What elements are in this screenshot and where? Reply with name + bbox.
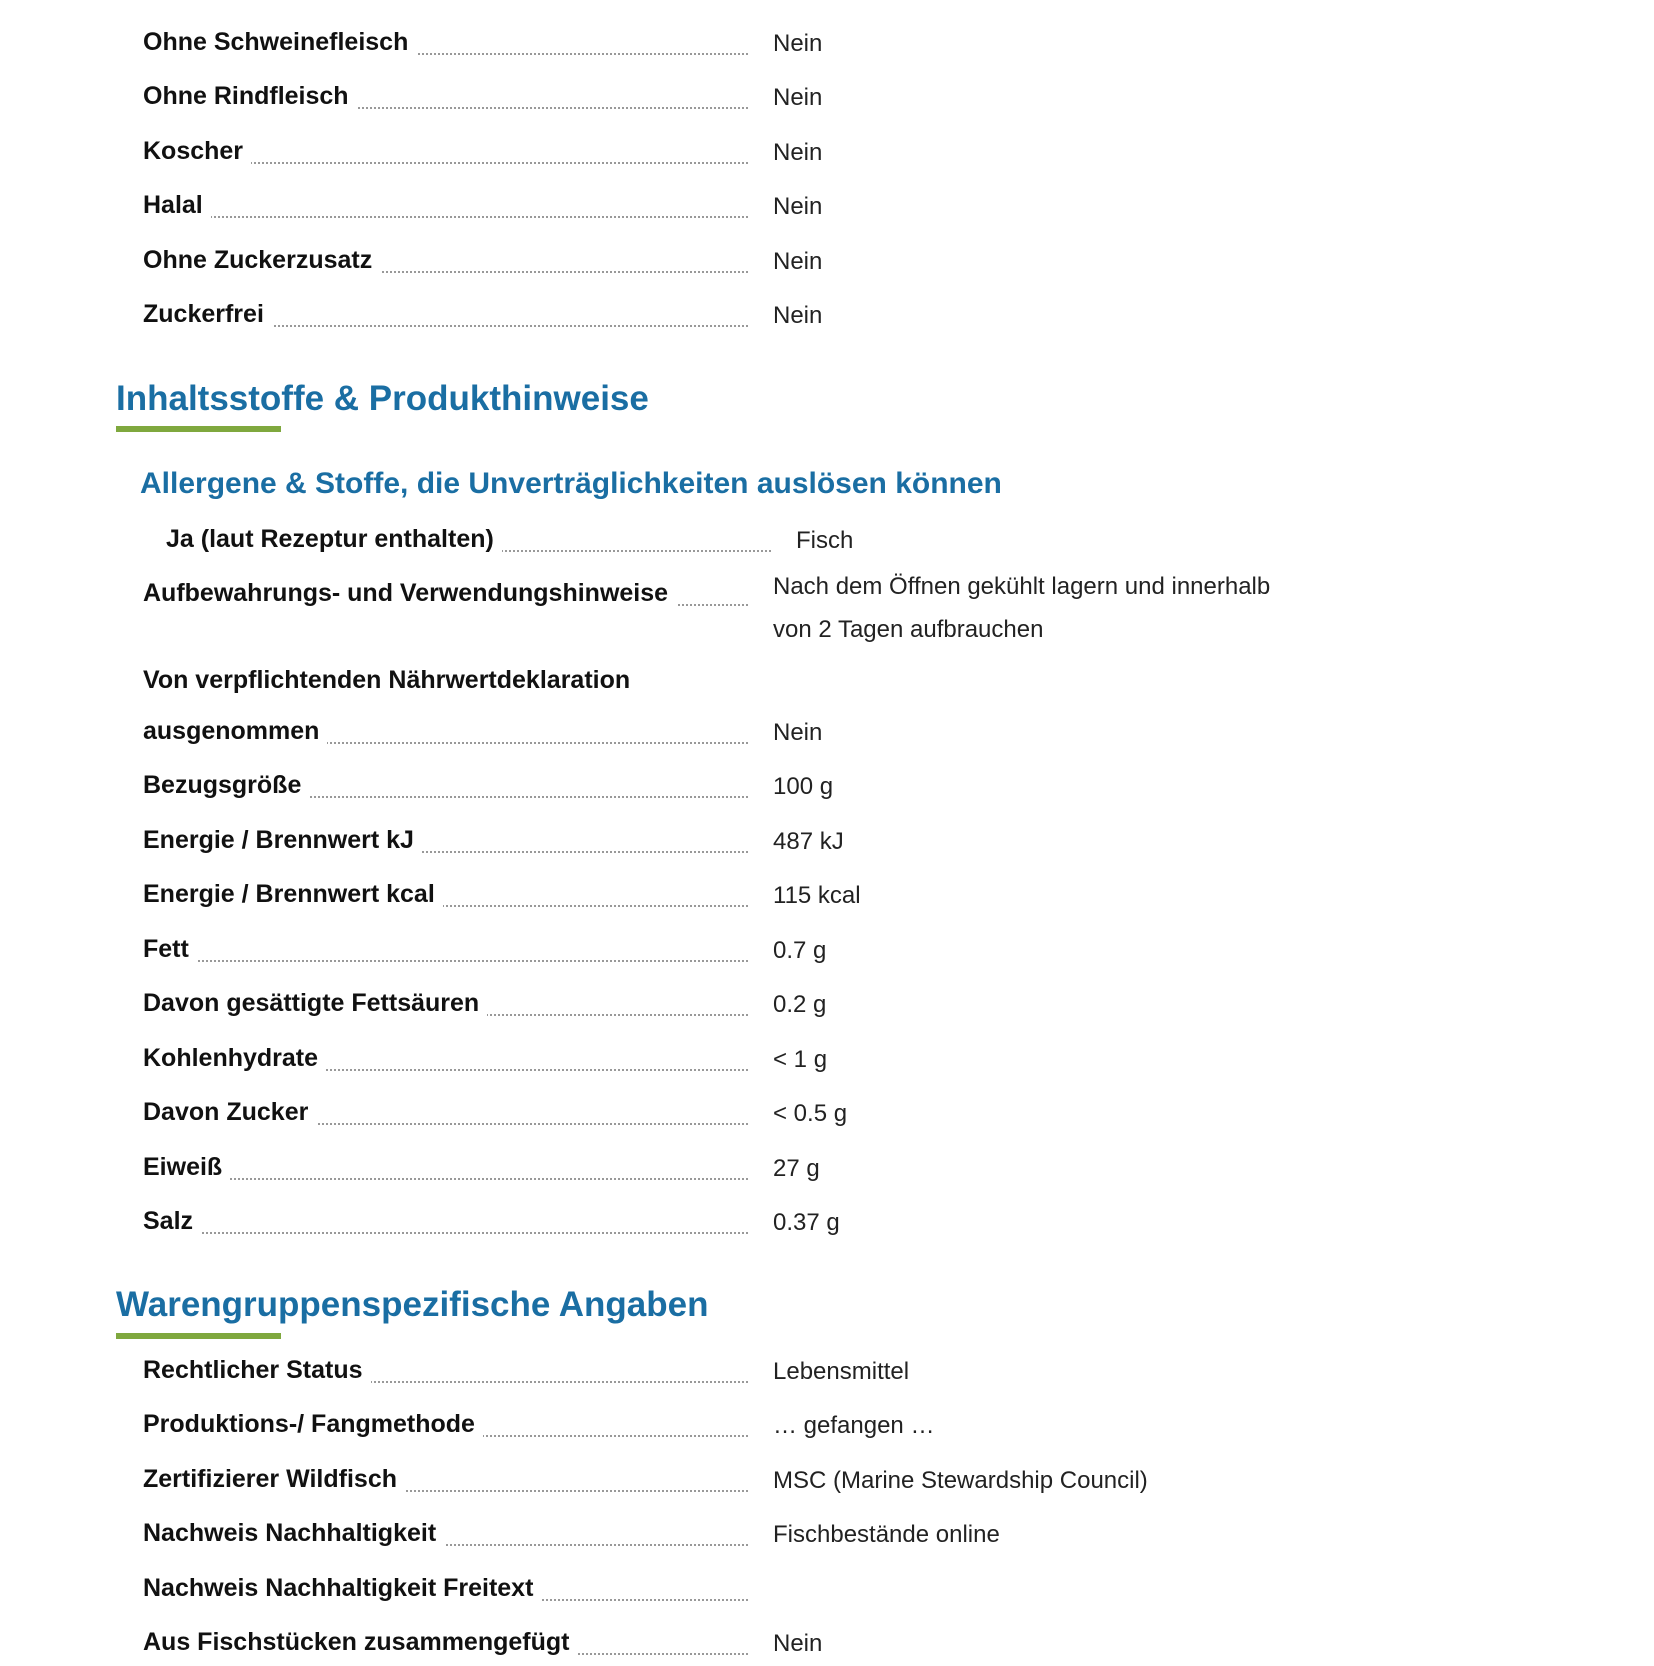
spec-value: MSC (Marine Stewardship Council)	[773, 1467, 1148, 1494]
spec-label: Eiweiß	[143, 1151, 230, 1183]
spec-value: 27 g	[773, 1155, 820, 1182]
spec-value: 100 g	[773, 773, 834, 800]
spec-value: Nein	[773, 193, 823, 220]
spec-label: Energie / Brennwert kJ	[143, 824, 422, 856]
spec-label: Zertifizierer Wildfisch	[143, 1463, 405, 1495]
spec-label: Zuckerfrei	[143, 298, 272, 330]
dot-leader	[143, 1232, 748, 1234]
exempt-row-line1	[0, 664, 1654, 704]
spec-row	[0, 135, 1654, 175]
spec-label: Nachweis Nachhaltigkeit	[143, 1517, 444, 1549]
spec-label: Kohlenhydrate	[143, 1042, 326, 1074]
spec-value: … gefangen …	[773, 1412, 935, 1439]
section-title-ingredients: Inhaltsstoffe & Produkthinweise	[116, 379, 649, 418]
nutrition-row	[0, 824, 1654, 864]
spec-value: 115 kcal	[773, 882, 861, 909]
dot-leader	[143, 960, 748, 962]
spec-label: Aus Fischstücken zusammengefügt	[143, 1626, 577, 1658]
nutrition-row	[0, 769, 1654, 809]
spec-row	[0, 26, 1654, 66]
category-row	[0, 1408, 1654, 1448]
spec-value: Fischbestände online	[773, 1521, 1000, 1548]
dot-leader	[143, 216, 748, 218]
spec-label: Aufbewahrungs- und Verwendungshinweise	[143, 577, 676, 609]
category-row	[0, 1354, 1654, 1394]
spec-label: Bezugsgröße	[143, 769, 309, 801]
spec-label: Ohne Schweinefleisch	[143, 26, 416, 58]
spec-row	[0, 244, 1654, 284]
storage-row	[0, 573, 1654, 657]
nutrition-row	[0, 1205, 1654, 1245]
category-row	[0, 1626, 1654, 1666]
section-title-category: Warengruppenspezifische Angaben	[116, 1285, 709, 1324]
spec-value: Nein	[773, 248, 823, 275]
spec-label: Ohne Zuckerzusatz	[143, 244, 380, 276]
spec-row	[0, 189, 1654, 229]
section-underline	[116, 1333, 281, 1339]
spec-label: Ja (laut Rezeptur enthalten)	[166, 523, 502, 555]
category-row	[0, 1517, 1654, 1557]
spec-value: Nein	[773, 1630, 823, 1657]
spec-label: Nachweis Nachhaltigkeit Freitext	[143, 1572, 541, 1604]
category-row	[0, 1572, 1654, 1612]
nutrition-row	[0, 878, 1654, 918]
spec-label: Fett	[143, 933, 197, 965]
spec-label: Koscher	[143, 135, 251, 167]
spec-label: Rechtlicher Status	[143, 1354, 371, 1386]
spec-value: Nein	[773, 719, 823, 746]
spec-row	[0, 298, 1654, 338]
spec-value: 0.7 g	[773, 937, 827, 964]
spec-value: < 0.5 g	[773, 1100, 848, 1127]
spec-value: Lebensmittel	[773, 1358, 910, 1385]
spec-label: Ohne Rindfleisch	[143, 80, 357, 112]
spec-value: Nein	[773, 84, 823, 111]
nutrition-row	[0, 1096, 1654, 1136]
subsection-title-allergens: Allergene & Stoffe, die Unverträglichkeiten auslösen können	[140, 467, 1002, 500]
spec-label: Energie / Brennwert kcal	[143, 878, 443, 910]
spec-value-line1: Nach dem Öffnen gekühlt lagern und innerhalb	[773, 573, 1271, 600]
spec-value: < 1 g	[773, 1046, 828, 1073]
spec-label: Halal	[143, 189, 211, 221]
exempt-row-line2	[0, 715, 1654, 755]
nutrition-row	[0, 1151, 1654, 1191]
spec-value: Fisch	[796, 527, 854, 554]
category-row	[0, 1463, 1654, 1503]
allergen-row	[0, 523, 1654, 563]
spec-label: Davon Zucker	[143, 1096, 316, 1128]
spec-row	[0, 80, 1654, 120]
nutrition-row	[0, 987, 1654, 1027]
spec-label-line1: Von verpflichtenden Nährwertdeklaration	[143, 664, 638, 696]
spec-value: 0.37 g	[773, 1209, 840, 1236]
nutrition-row	[0, 933, 1654, 973]
spec-value: Nein	[773, 302, 823, 329]
spec-value: Nein	[773, 30, 823, 57]
spec-label: Produktions-/ Fangmethode	[143, 1408, 483, 1440]
dot-leader	[143, 1178, 748, 1180]
spec-value-line2: von 2 Tagen aufbrauchen	[773, 616, 1044, 643]
spec-label: Salz	[143, 1205, 201, 1237]
spec-value: Nein	[773, 139, 823, 166]
spec-label: Davon gesättigte Fettsäuren	[143, 987, 487, 1019]
section-underline	[116, 426, 281, 432]
spec-label-line2: ausgenommen	[143, 715, 327, 747]
spec-value: 0.2 g	[773, 991, 827, 1018]
nutrition-row	[0, 1042, 1654, 1082]
spec-value: 487 kJ	[773, 828, 844, 855]
